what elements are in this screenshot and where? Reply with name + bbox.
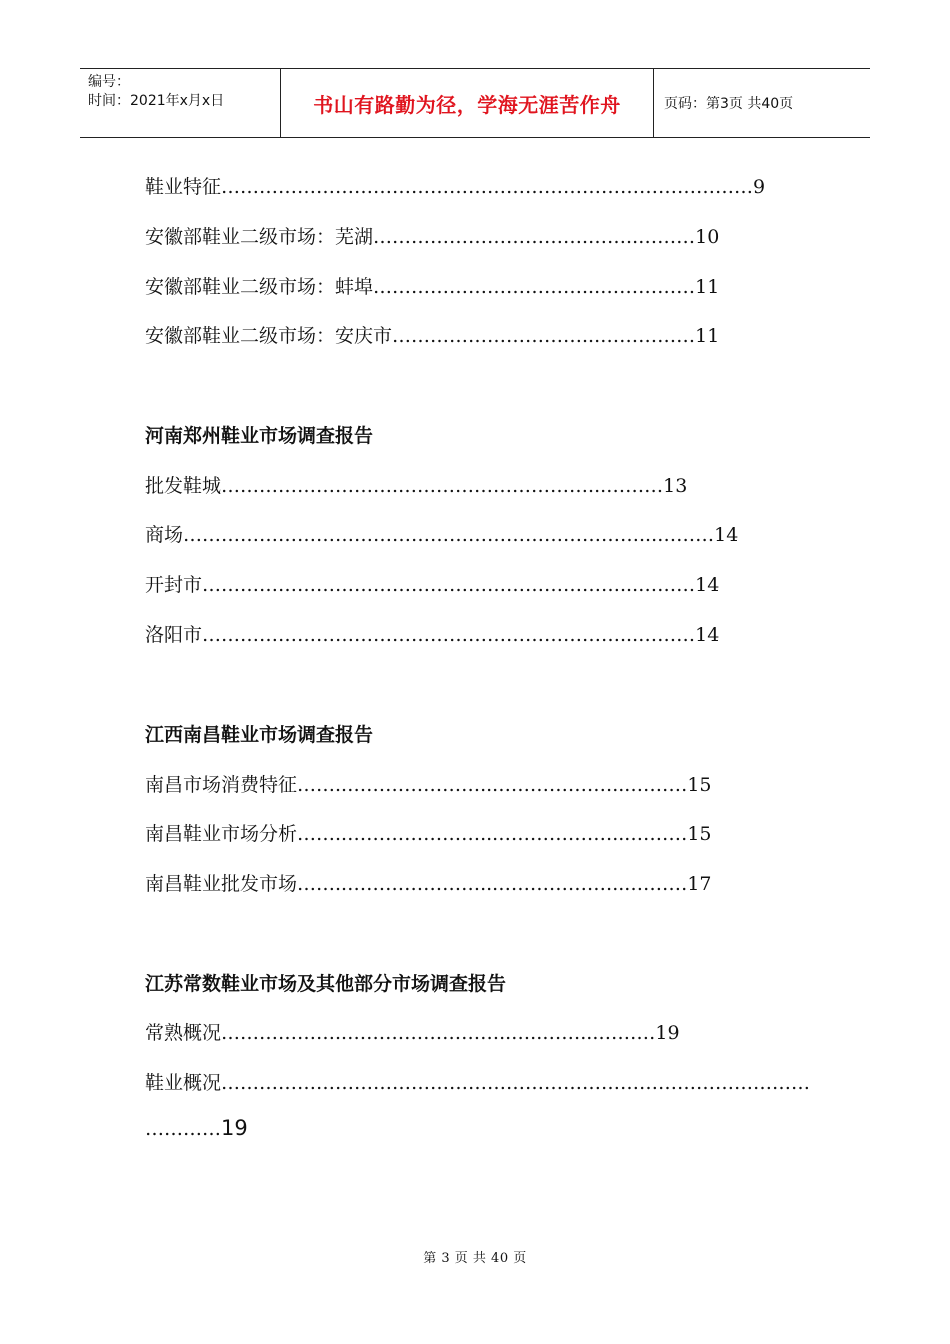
- section-title-henan: 河南郑州鞋业市场调查报告: [145, 425, 374, 447]
- toc-entry-continuation[interactable]: [145, 1116, 248, 1140]
- toc-entry[interactable]: 安徽部鞋业二级市场：安庆市…………………………...……………11: [145, 325, 720, 347]
- toc-entry[interactable]: 南昌市场消费特征……..…………………...………………...………15: [145, 774, 712, 796]
- header-motto: 书山有路勤为径，学海无涯苦作舟: [281, 69, 654, 137]
- toc-entry[interactable]: 洛阳市…………………………………………………………...………14: [145, 624, 720, 646]
- toc-entry[interactable]: 安徽部鞋业二级市场：蚌埠……………………………...……………11: [145, 276, 720, 298]
- toc-entry[interactable]: 鞋业特征…………………………………………………………………………9: [145, 176, 766, 198]
- header-meta: [80, 69, 281, 137]
- toc-entry[interactable]: 南昌鞋业批发市场……..…………………...………………...………17: [145, 873, 712, 895]
- toc-entry[interactable]: 商场………………………………………………………………...………14: [145, 524, 739, 546]
- toc-entry[interactable]: 南昌鞋业市场分析……..…………………...………………...………15: [145, 823, 712, 845]
- page-footer: 第 3 页 共 40 页: [423, 1251, 527, 1266]
- continuation-dots: …………: [145, 1118, 221, 1140]
- page-number: 19: [221, 1116, 248, 1140]
- section-title-jiangsu: 江苏常数鞋业市场及其他部分市场调查报告: [145, 973, 507, 995]
- header-number: 编号：: [88, 74, 130, 90]
- toc-entry[interactable]: 安徽部鞋业二级市场：芜湖…………………………….……..………10: [145, 226, 720, 248]
- toc-entry[interactable]: 开封市…………………………………………………………...………14: [145, 574, 720, 596]
- toc-entry[interactable]: 批发鞋城……………………….…………………………...………13: [145, 475, 688, 497]
- page-header: [80, 68, 870, 138]
- header-time: 时间：2021年x月x日: [88, 93, 225, 109]
- section-title-jiangxi: 江西南昌鞋业市场调查报告: [145, 724, 374, 746]
- toc-entry[interactable]: 鞋业概况…………………………………………………………………………………: [145, 1072, 811, 1094]
- header-page-info: 页码：第3页 共40页: [664, 96, 794, 112]
- toc-entry[interactable]: 常熟概况………………..……………………..…..……...………19: [145, 1022, 680, 1044]
